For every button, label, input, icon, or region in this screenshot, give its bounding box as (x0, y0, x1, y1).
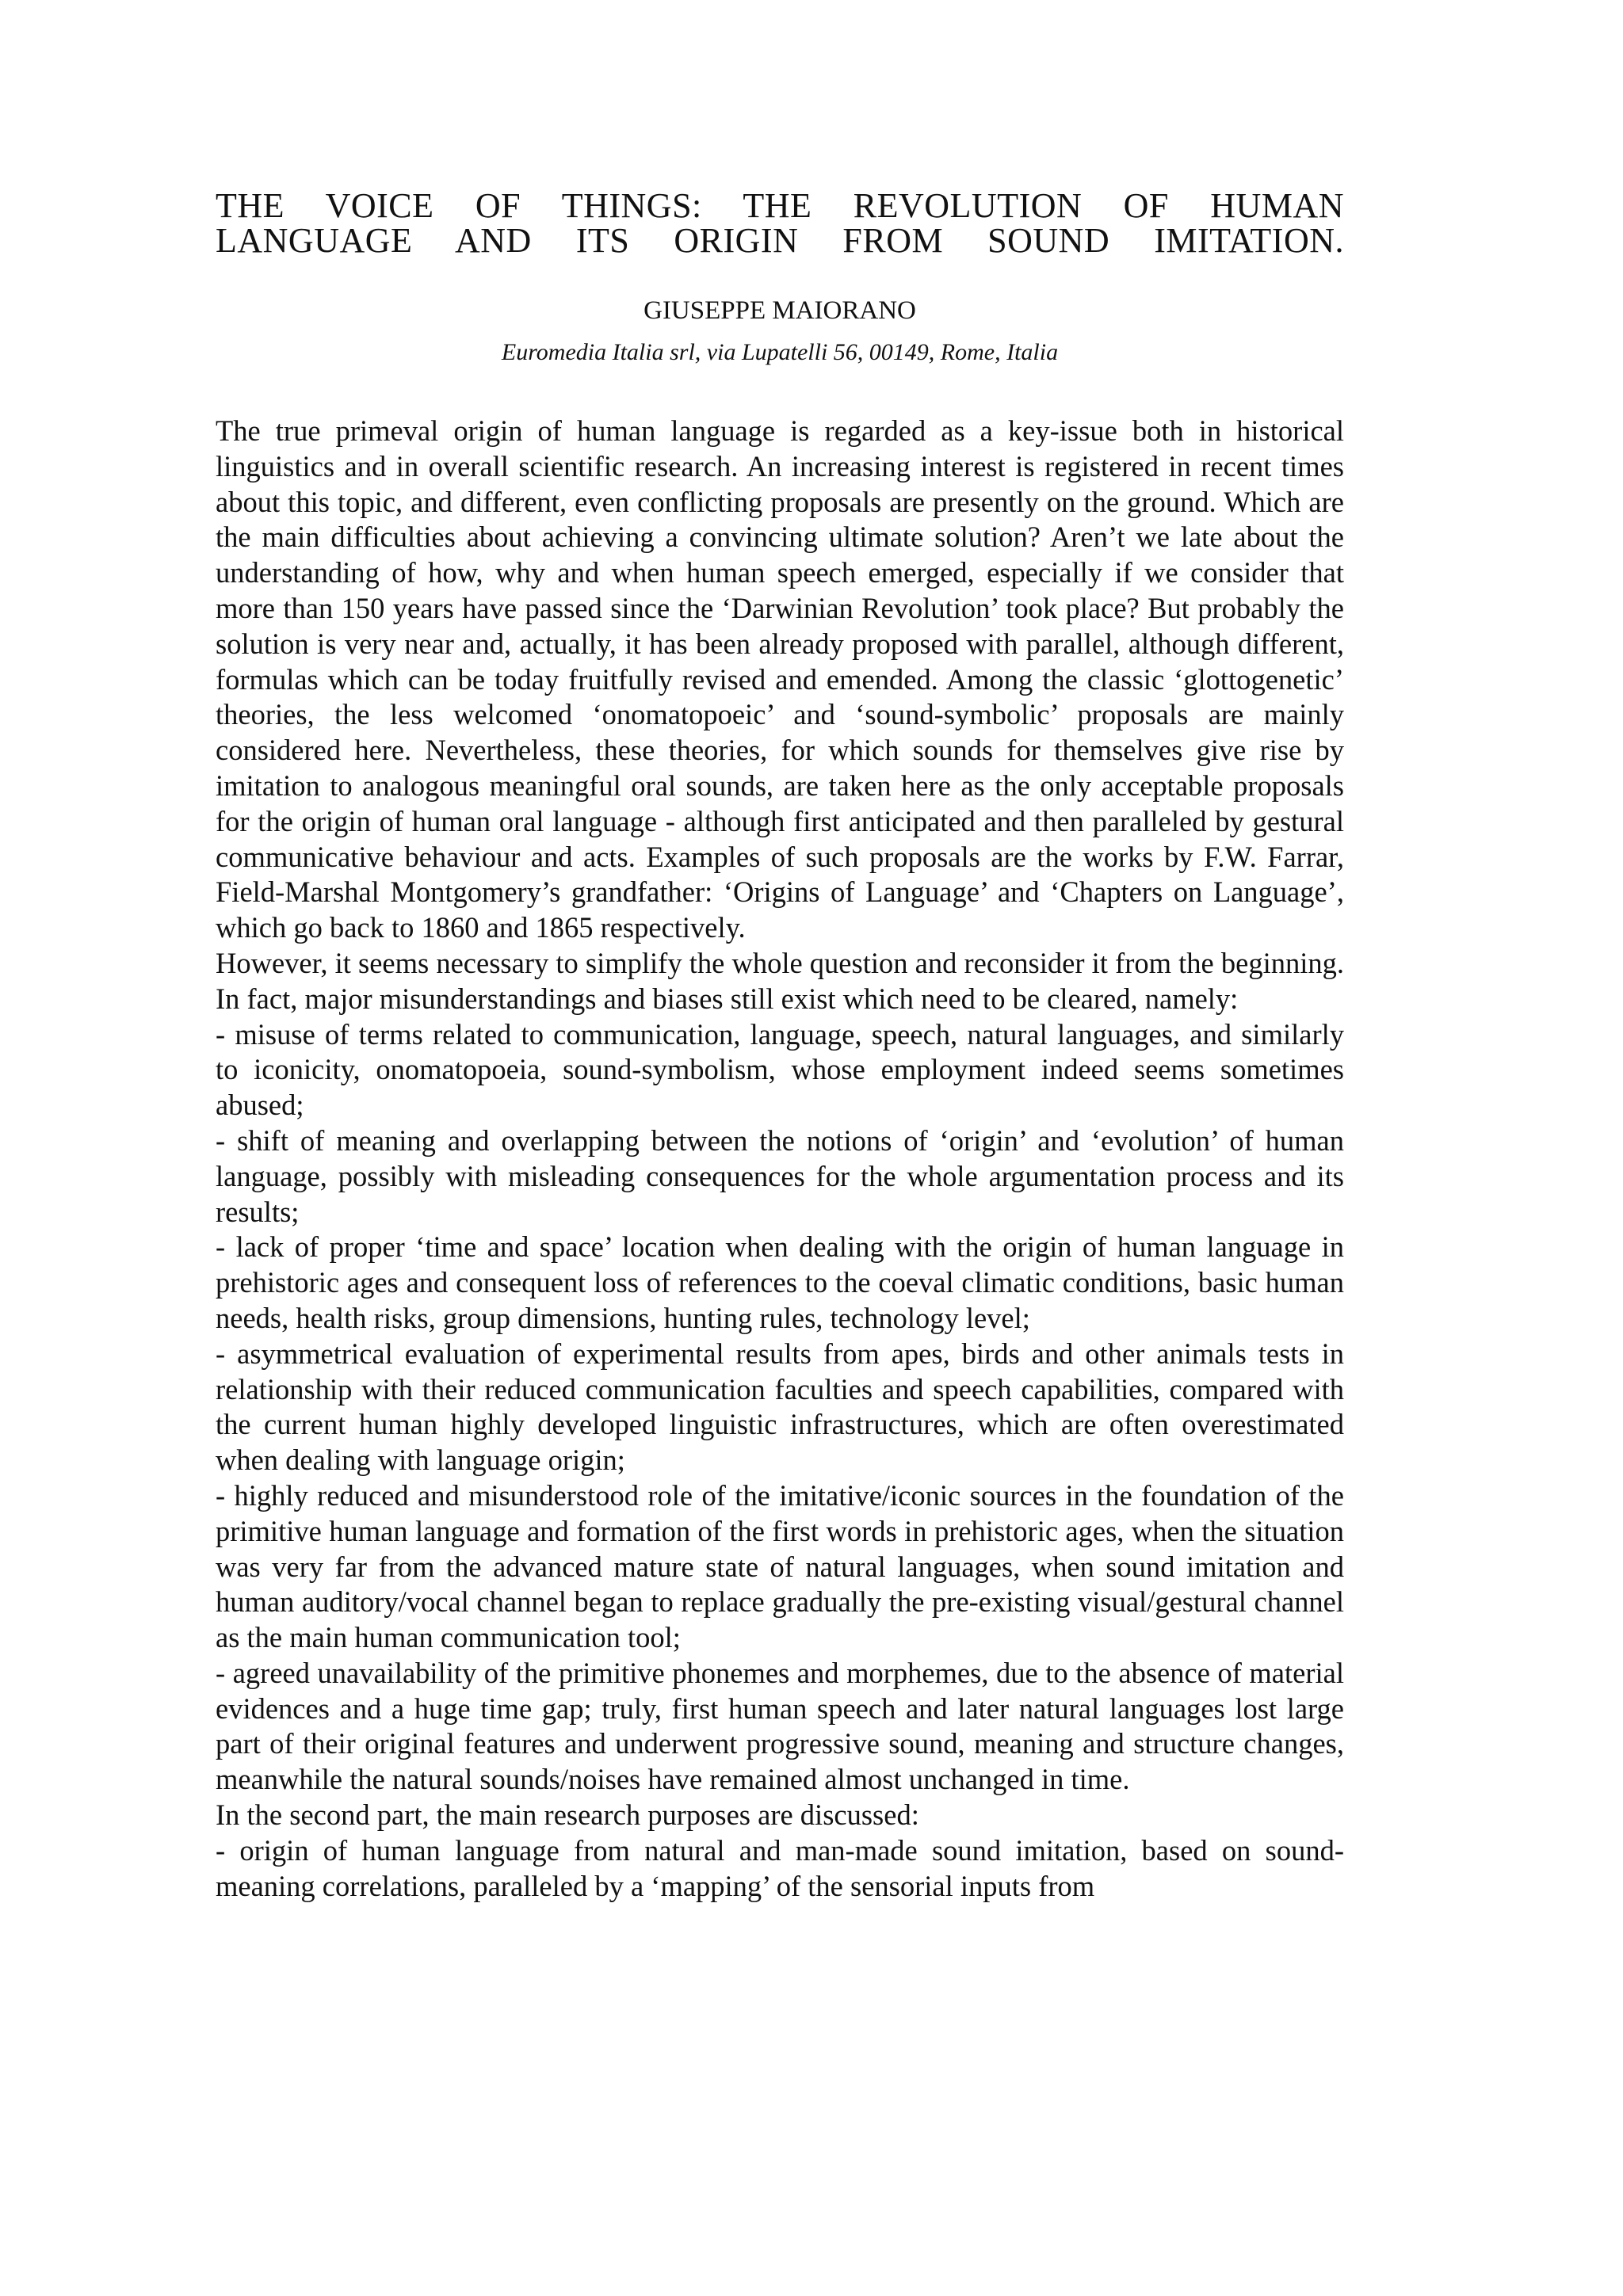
paper-title (216, 186, 1344, 260)
bias-item-terms: - misuse of terms related to communication, language, speech, natural languages, and similarly to iconicity, onomatopoeia, sound-symbolism, whose employment indeed seems sometimes abused; (216, 1017, 1344, 1122)
abstract-paragraph-second-part: In the second part, the main research purposes are discussed: (216, 1798, 919, 1832)
paper-title-line-2: LANGUAGE AND ITS ORIGIN FROM SOUND IMITATION. (216, 221, 1344, 260)
abstract-body (216, 414, 1344, 1904)
paper-title-line-1: THE VOICE OF THINGS: THE REVOLUTION OF HUMAN (216, 186, 1344, 225)
purpose-item-sound-imitation: - origin of human language from natural and man-made sound imitation, based on sound-meaning correlations, paralleled by a ‘mapping’ of the sensorial inputs from (216, 1833, 1344, 1902)
author-name: GIUSEPPE MAIORANO (643, 296, 916, 325)
abstract-paragraph-intro: The true primeval origin of human language is regarded as a key-issue both in historical linguistics and in overall scientific research. An increasing interest is registered in recent times about this topic, and different, even conflicting proposals are presently on the ground. Which are the main difficulties about achieving a convincing ultimate solution? Aren’t we late about the understanding of how, why and when human speech emerged, especially if we consider that more than 150 years have passed since the ‘Darwinian Revolution’ took place? But probably the solution is very near and, actually, it has been already proposed with parallel, although different, formulas which can be today fruitfully revised and emended. Among the classic ‘glottogenetic’ theories, the less welcomed ‘onomatopoeic’ and ‘sound-symbolic’ proposals are mainly considered here. Nevertheless, these theories, for which sounds for themselves give rise by imitation to analogous meaningful oral sounds, are taken here as the only acceptable proposals for the origin of human oral language - although first anticipated and then paralleled by gestural communicative behaviour and acts. Examples of such proposals are the works by F.W. Farrar, Field-Marshal Montgomery’s grandfather: ‘Origins of Language’ and ‘Chapters on Language’, which go back to 1860 and 1865 respectively. (216, 414, 1344, 944)
author-affiliation: Euromedia Italia srl, via Lupatelli 56, 00149, Rome, Italia (501, 339, 1059, 365)
bias-item-imitative-sources: - highly reduced and misunderstood role of the imitative/iconic sources in the foundation of the primitive human language and formation of the first words in prehistoric ages, when the situation was very far from the advanced mature state of natural languages, when sound imitation and human auditory/vocal channel began to replace gradually the pre-existing visual/gestural channel as the main human communication tool; (216, 1478, 1344, 1654)
bias-item-asymmetrical-evaluation: - asymmetrical evaluation of experimental results from apes, birds and other animals tests in relationship with their reduced communication faculties and speech capabilities, compared with the current human highly developed linguistic infrastructures, which are often overestimated when dealing with language origin; (216, 1337, 1344, 1477)
bias-item-origin-evolution: - shift of meaning and overlapping between the notions of ‘origin’ and ‘evolution’ of human language, possibly with misleading consequences for the whole argumentation process and its results; (216, 1123, 1344, 1228)
bias-item-time-space: - lack of proper ‘time and space’ location when dealing with the origin of human language in prehistoric ages and consequent loss of references to the coeval climatic conditions, basic human needs, health risks, group dimensions, hunting rules, technology level; (216, 1230, 1344, 1334)
bias-item-unavailability: - agreed unavailability of the primitive phonemes and morphemes, due to the absence of material evidences and a huge time gap; truly, first human speech and later natural languages lost large part of their original features and underwent progressive sound, meaning and structure changes, meanwhile the natural sounds/noises have remained almost unchanged in time. (216, 1656, 1344, 1796)
abstract-paragraph-however: However, it seems necessary to simplify the whole question and reconsider it from the beginning. In fact, major misunderstandings and biases still exist which need to be cleared, namely: (216, 946, 1344, 1015)
